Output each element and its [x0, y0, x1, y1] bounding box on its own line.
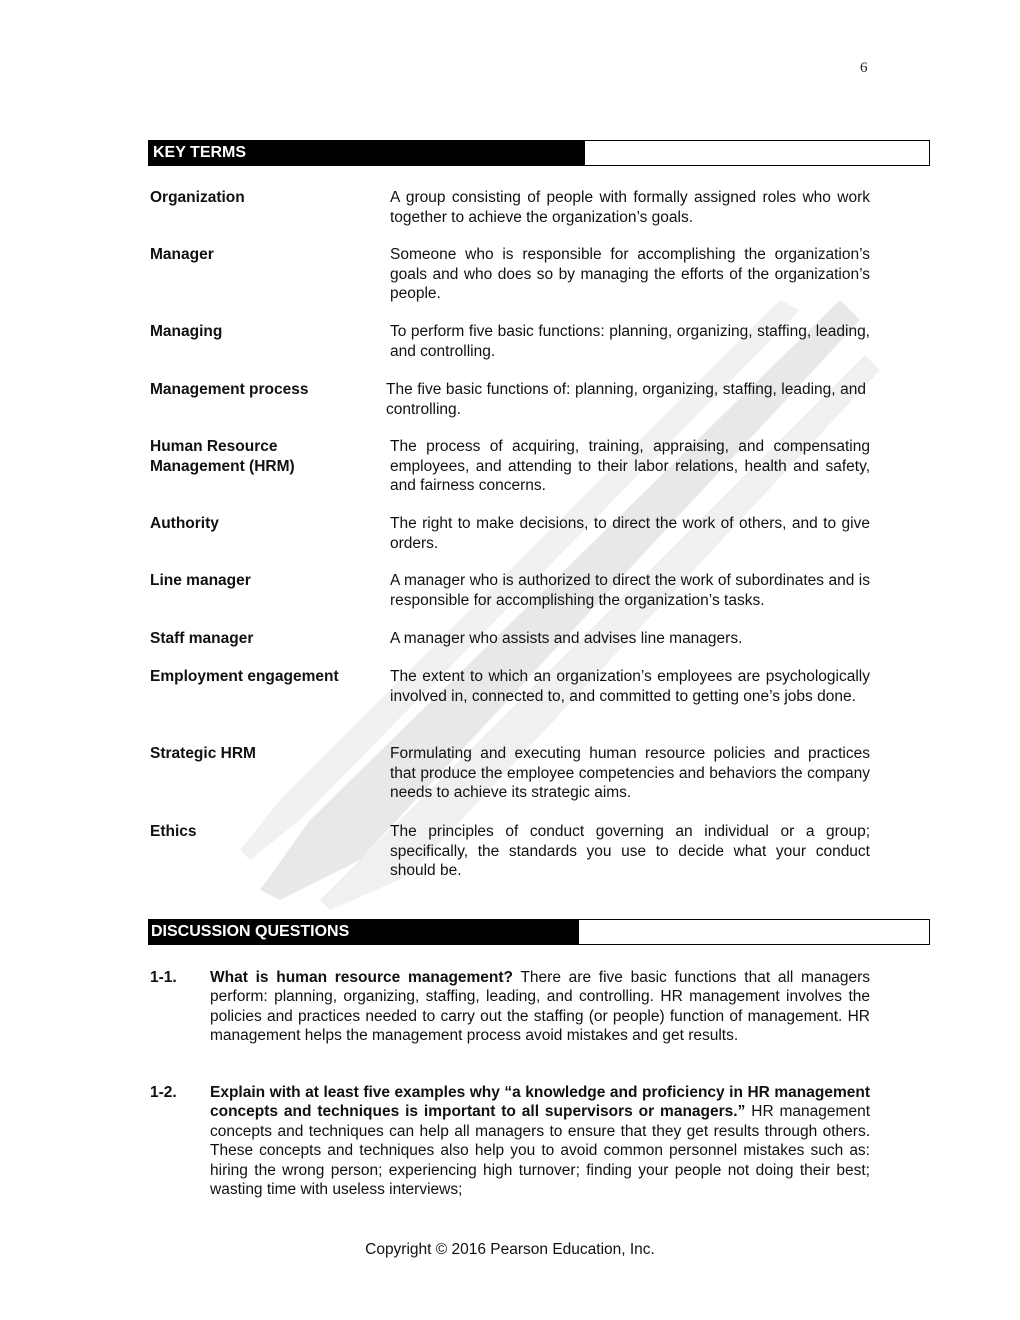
- term-definition: The process of acquiring, training, appraising, and compensating employees, and attending to their labor relations, health and safety, and fairness concerns.: [390, 438, 870, 494]
- key-terms-heading: KEY TERMS: [149, 141, 585, 165]
- discussion-questions-heading: DISCUSSION QUESTIONS: [149, 920, 579, 944]
- term-name: Strategic HRM: [150, 745, 256, 762]
- term-name: Management process: [150, 381, 309, 398]
- answer-text: HR management concepts and techniques can help all managers to ensure that they get results through others. These concepts and techniques also help you to avoid common personnel mistakes such as: hiring the wrong person; experiencing high turnover; finding your people not doing their best; wasting time with useless interviews;: [210, 1103, 870, 1199]
- answer-text: There are five basic functions that all managers perform: planning, organizing, staffing, leading, and controlling. HR management involves the policies and practices needed to carry out the staffing (or people) function of management. HR management helps the management process avoid mistakes and get results.: [210, 969, 870, 1045]
- term-definition: The right to make decisions, to direct the work of others, and to give orders.: [390, 515, 870, 552]
- term-name: Line manager: [150, 572, 251, 589]
- term-name: Staff manager: [150, 630, 254, 647]
- discussion-questions-header-bar: [148, 919, 930, 945]
- term-name: Ethics: [150, 823, 197, 840]
- term-definition: A manager who is authorized to direct the work of subordinates and is responsible for accomplishing the organization’s tasks.: [390, 572, 870, 609]
- term-name: Organization: [150, 189, 245, 206]
- term-definition: The principles of conduct governing an individual or a group; specifically, the standards you use to decide what your conduct should be.: [390, 823, 870, 879]
- question-text: What is human resource management?: [210, 969, 514, 986]
- term-name: Employment engagement: [150, 668, 339, 685]
- term-name: Authority: [150, 515, 219, 532]
- question-body: [210, 1083, 870, 1199]
- term-definition: To perform five basic functions: planning, organizing, staffing, leading, and controlling.: [390, 323, 870, 360]
- term-definition: Formulating and executing human resource policies and practices that produce the employee competencies and behaviors the company needs to achieve its strategic aims.: [390, 745, 870, 801]
- term-definition: A group consisting of people with formally assigned roles who work together to achieve the organization’s goals.: [390, 189, 870, 226]
- term-definition: A manager who assists and advises line managers.: [390, 630, 743, 647]
- copyright-footer: Copyright © 2016 Pearson Education, Inc.: [365, 1241, 655, 1258]
- question-number: 1-2.: [150, 1084, 177, 1101]
- term-name: Manager: [150, 246, 214, 263]
- key-terms-header-bar: [148, 140, 930, 166]
- page-number: 6: [860, 60, 868, 76]
- term-definition: The five basic functions of: planning, organizing, staffing, leading, and controlling.: [386, 381, 866, 418]
- question-text: Explain with at least five examples why “a knowledge and proficiency in HR management concepts and techniques is important to all supervisors or managers.”: [210, 1084, 870, 1121]
- term-definition: The extent to which an organization’s employees are psychologically involved in, connected to, and committed to getting one’s jobs done.: [390, 668, 870, 705]
- question-number: 1-1.: [150, 969, 177, 986]
- term-name: Managing: [150, 323, 223, 340]
- term-name: Human Resource Management (HRM): [150, 438, 295, 475]
- question-body: [210, 968, 870, 1046]
- term-definition: Someone who is responsible for accomplishing the organization’s goals and who does so by managing the efforts of the organization’s people.: [390, 246, 870, 302]
